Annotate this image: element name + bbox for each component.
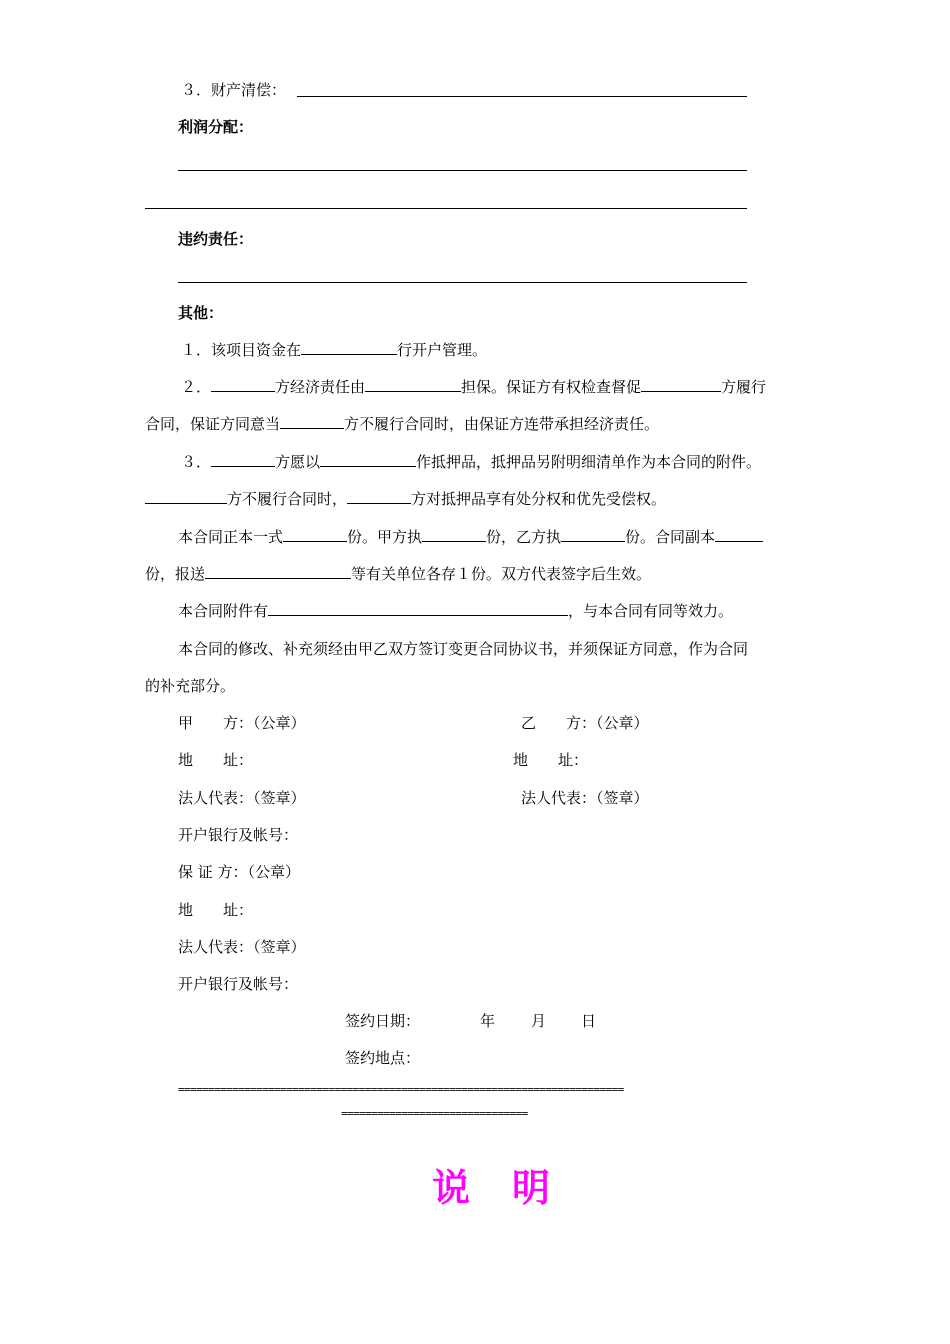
copies-blank [422, 527, 486, 542]
breach-blank [178, 282, 747, 283]
property-settlement-line: ３．财产清偿： [181, 81, 287, 99]
sign-date-label: 签约日期： [345, 1012, 421, 1030]
bank-blank [301, 340, 397, 355]
separator-line-2: =============================== [341, 1107, 528, 1120]
party-blank [145, 489, 227, 504]
copies-line-1: 本合同正本一式 份。甲方执 份，乙方执 份。合同副本 [178, 527, 763, 547]
party-a-bank: 开户银行及帐号： [178, 826, 299, 844]
party-b-address: 地 址： [513, 751, 589, 769]
guarantor-blank [365, 377, 461, 392]
annex-blank [268, 601, 568, 616]
item-3-line-1: ３． 方愿以 作抵押品，抵押品另附明细清单作为本合同的附件。 [181, 453, 762, 471]
party-blank [347, 489, 411, 504]
breach-heading: 违约责任： [178, 230, 254, 248]
separator-line-1: ========================================================================== [178, 1083, 624, 1096]
copies-line-2: 份，报送 等有关单位各存１份。双方代表签字后生效。 [145, 565, 652, 583]
item-2-line-2: 合同，保证方同意当 方不履行合同时，由保证方连带承担经济责任。 [145, 415, 660, 433]
item-3-line-2: 方不履行合同时， 方对抵押品享有处分权和优先受偿权。 [145, 489, 666, 509]
annex-line: 本合同附件有 ，与本合同有同等效力。 [178, 602, 734, 620]
profit-blank-2 [145, 208, 747, 209]
recipient-blank [205, 564, 351, 579]
party-a-address: 地 址： [178, 751, 254, 769]
guarantor-bank: 开户银行及帐号： [178, 975, 299, 993]
collateral-blank [320, 452, 416, 467]
party-b-rep: 法人代表：（签章） [521, 789, 649, 807]
party-blank [280, 414, 344, 429]
profit-heading: 利润分配： [178, 118, 254, 136]
sign-place-label: 签约地点： [345, 1049, 421, 1067]
property-settlement-blank [297, 96, 747, 97]
party-b-label: 乙 方：（公章） [521, 714, 649, 732]
item-1: １．该项目资金在 行开户管理。 [181, 341, 488, 359]
sign-date-month: 月 [531, 1012, 547, 1030]
copies-blank [715, 527, 763, 542]
amendment-line-1: 本合同的修改、补充须经由甲乙双方签订变更合同协议书，并须保证方同意，作为合同 [178, 640, 749, 658]
amendment-line-2: 的补充部分。 [145, 677, 236, 695]
party-a-rep: 法人代表：（签章） [178, 789, 306, 807]
sign-date-day: 日 [581, 1012, 597, 1030]
profit-blank-1 [178, 170, 747, 171]
party-blank [211, 452, 275, 467]
item-2-line-1: ２． 方经济责任由 担保。保证方有权检查督促 方履行 [181, 378, 767, 396]
other-heading: 其他： [178, 304, 224, 322]
guarantor-label: 保 证 方：（公章） [178, 863, 301, 881]
guarantor-address: 地 址： [178, 901, 254, 919]
sign-date-year: 年 [480, 1012, 496, 1030]
copies-blank [561, 527, 625, 542]
guarantor-rep: 法人代表：（签章） [178, 938, 306, 956]
party-blank [641, 377, 721, 392]
copies-blank [283, 527, 347, 542]
party-a-label: 甲 方：（公章） [178, 714, 306, 732]
party-blank [211, 377, 275, 392]
explanation-title: 说 明 [432, 1166, 553, 1210]
